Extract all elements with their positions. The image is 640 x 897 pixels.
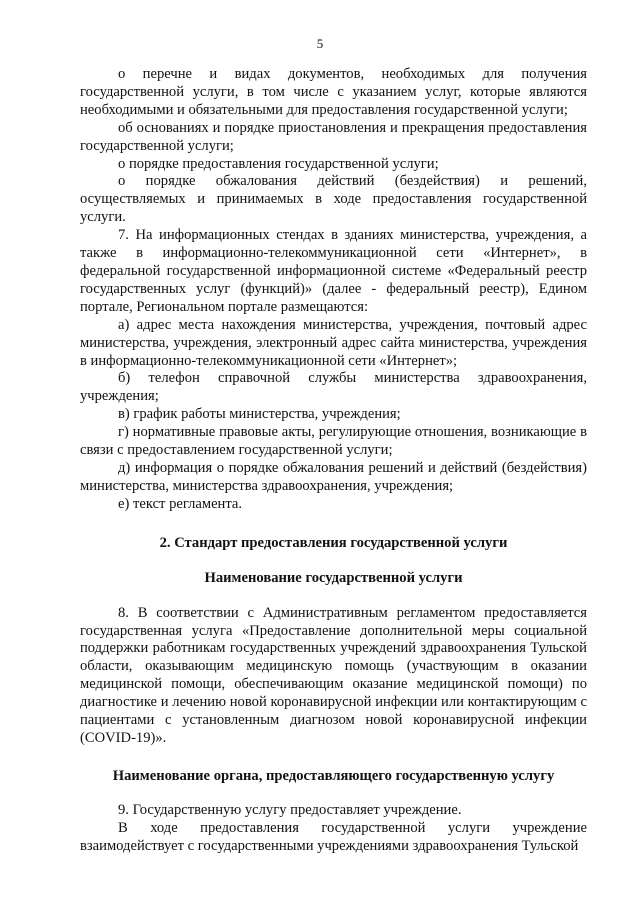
list-item-procedure: о порядке предоставления государственной услуги; bbox=[118, 155, 439, 172]
paragraph-interaction: В ходе предоставления государственной услуги учреждение взаимодействует с государственными учреждениями здравоохранения Тульской bbox=[80, 819, 587, 854]
section-2-heading: 2. Стандарт предоставления государственной услуги bbox=[159, 534, 508, 551]
list-item-d-appeal-info: д) информация о порядке обжалования решений и действий (бездействия) министерства, министерства здравоохранения, учреждения; bbox=[80, 459, 587, 494]
list-item-documents: о перечне и видах документов, необходимых для получения государственной услуги, в том числе с указанием услуг, которые являются необходимыми и обязательными для предоставления государственной услуги; bbox=[80, 66, 587, 118]
list-item-a-address: а) адрес места нахождения министерства, учреждения, почтовый адрес министерства, учреждения, электронный адрес сайта министерства, учреждения в информационно-телекоммуникационной сети «Интернет»; bbox=[80, 316, 587, 369]
list-item-suspension: об основаниях и порядке приостановления и прекращения предоставления государственной услуги; bbox=[80, 119, 587, 154]
organ-heading: Наименование органа, предоставляющего государственную услугу bbox=[112, 767, 555, 784]
list-item-e-regulation-text: е) текст регламента. bbox=[118, 495, 243, 512]
service-name-heading: Наименование государственной услуги bbox=[204, 569, 463, 586]
paragraph-7: 7. На информационных стендах в зданиях министерства, учреждения, а также в информационно-телекоммуникационной сети «Интернет», в федеральной государственной информационной системе «Федеральный реестр государственных услуг (функций)» (далее - федеральный реестр), Едином портале, Региональном портале размещаются: bbox=[80, 227, 587, 315]
list-item-v-schedule: в) график работы министерства, учреждения; bbox=[118, 406, 401, 423]
paragraph-9: 9. Государственную услугу предоставляет учреждение. bbox=[118, 801, 462, 818]
page-number: 5 bbox=[316, 36, 324, 51]
paragraph-8: 8. В соответствии с Административным регламентом предоставляется государственная услуга «Предоставление дополнительной меры социальной поддержки работникам государственных учреждений здравоохранения Тульской области, оказывающим медицинскую помощь (участвующим в оказании медицинской помощи, обеспечивающим оказание медицинской помощи) по диагностике и лечению новой коронавирусной инфекции или контактирующим с пациентами с установленным диагнозом новой коронавирусной инфекции (COVID-19)». bbox=[80, 604, 587, 746]
document-body bbox=[80, 66, 587, 856]
list-item-b-phone: б) телефон справочной службы министерства здравоохранения, учреждения; bbox=[80, 370, 587, 405]
list-item-g-legal-acts: г) нормативные правовые акты, регулирующие отношения, возникающие в связи с предоставлением государственной услуги; bbox=[80, 424, 587, 459]
list-item-appeal: о порядке обжалования действий (бездействия) и решений, осуществляемых и принимаемых в ходе предоставления государственной услуги. bbox=[80, 173, 587, 226]
